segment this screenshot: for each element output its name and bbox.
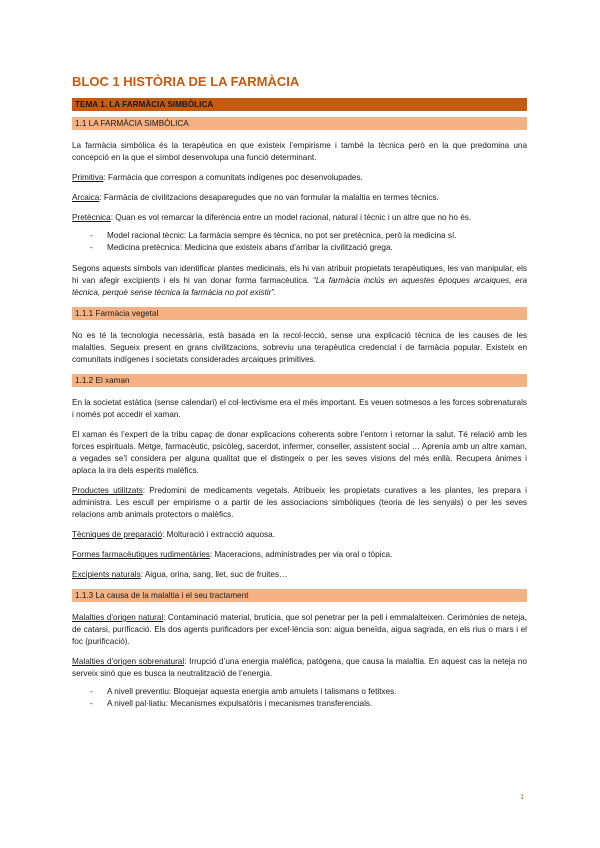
tema-heading: TEMA 1. LA FARMÀCIA SIMBÒLICA (72, 98, 527, 111)
section-heading-1-1-2: 1.1.2 El xaman (72, 374, 527, 387)
primitiva-text: : Farmàcia que correspon a comunitats indígenes poc desenvolupades. (103, 173, 363, 182)
medicine-types-list (72, 230, 527, 254)
symbols-paragraph (72, 263, 527, 299)
pretecnica-text: : Quan es vol remarcar la diferència entre un model racional, natural i tècnic i un altre que no ho és. (110, 213, 472, 222)
tecniques-text: : Molturació i extracció aquosa. (162, 530, 275, 539)
sobrenatural-text: : Irrupció d’una energia malèfica, patògena, que causa la malaltia. En aquest cas la neteja no serveix sinó que es busca la neutralització de l’energia. (72, 657, 527, 678)
productes-term: Productes utilitzats (72, 486, 143, 495)
formes-term: Formes farmacèutiques rudimentàries (72, 550, 210, 559)
section-heading-1-1-3: 1.1.3 La causa de la malaltia i el seu tractament (72, 589, 527, 602)
section-heading-1-1: 1.1 LA FARMÀCIA SIMBÒLICA (72, 117, 527, 130)
arcaica-paragraph (72, 192, 527, 204)
formes-text: : Maceracions, administrades per via oral o tòpica. (209, 550, 393, 559)
xaman-paragraph-2: El xaman és l’expert de la tribu capaç de donar explicacions coherents sobre l’entorn i retornar la salut. Té relació amb les forces espirituals. Metge, farmacèutic, psicòleg, sacerdot, infermer, conseller, assistent social … Aprenia amb un altre xaman, a vegades se’l considera per alguna qualitat que el distingeix o per les seves visions del més enllà. Recupera ànimes i aplaca la ira dels esperits malèfics. (72, 430, 527, 475)
excipients-term: Excipients naturals (72, 570, 141, 579)
document-page (72, 74, 527, 719)
natural-term: Malalties d’origen natural (72, 613, 164, 622)
symbols-text: Segons aquests símbols van identificar plantes medicinals, els hi van atribuir propietats terapèutiques, les van manipular, els hi van afegir excipients i els hi van donar forma farmacèutica. (72, 264, 527, 285)
list-item: - Medicina pretècnica: Medicina que existeix abans d’arribar la civilització grega. (90, 242, 527, 254)
arcaica-term: Arcaica (72, 193, 100, 202)
tecniques-paragraph (72, 529, 527, 541)
intro-paragraph: La farmàcia simbòlica és la terapèutica en que existeix l’empirisme i també la tècnica però en la que predomina una concepció en la que el símbol desenvolupa una funció determinant. (72, 141, 527, 162)
productes-text: : Predomini de medicaments vegetals. Atribueix les propietats curatives a les plantes, les prepara i administra. Les escull per empirisme o a partir de les associacions simbòliques (teoria de les senyals) o per les seves relacions amb animals protectors o malèfics. (72, 486, 527, 519)
pretecnica-term: Pretècnica (72, 213, 111, 222)
page-number: 1 (520, 794, 524, 801)
sobrenatural-term: Malalties d’origen sobrenatural (72, 657, 185, 666)
excipients-paragraph (72, 569, 527, 581)
sobrenatural-paragraph (72, 656, 527, 680)
primitiva-paragraph (72, 172, 527, 184)
list-item: - A nivell pal·liatiu: Mecanismes expulsatòris i mecanismes transferencials. (90, 698, 527, 710)
symbols-quote: “La farmàcia inclús en aquestes èpoques arcaiques, era tècnica, perquè sense tècnica la farmàcia no pot existir”. (72, 276, 528, 297)
vegetal-paragraph: No es té la tecnologia necessària, està basada en la recol·lecció, sense una explicació tècnica de les causes de les malalties. Segueix present en grans civilitzacions, sobreviu una terapèutica credencial i de farmàcia popular. Existeix en comunitats indígenes i societats considerades arcaiques primitives. (72, 331, 527, 364)
pretecnica-paragraph (72, 212, 527, 224)
productes-paragraph (72, 485, 527, 521)
treatment-levels-list (72, 686, 527, 710)
xaman-paragraph-1: En la societat estàtica (sense calendari) el col·lectivisme era el més important. Es veuen sotmesos a les forces sobrenaturals i només pot accedir el xaman. (72, 398, 527, 419)
section-heading-1-1-1: 1.1.1 Farmàcia vegetal (72, 307, 527, 320)
document-title: BLOC 1 HISTÒRIA DE LA FARMÀCIA (72, 74, 300, 89)
excipients-text: : Aigua, orina, sang, llet, suc de fruites… (140, 570, 288, 579)
natural-text: : Contaminació material, brutícia, que sol penetrar per la pell i emmalalteixen. Cerimònies de neteja, de catarsi, purificació. Els dos agents purificadors per excel·lència son: aigua beneïda, aigua sagrada, en els rius o mars i el foc (purificació). (72, 613, 528, 646)
primitiva-term: Primitiva (72, 173, 104, 182)
arcaica-text: : Farmàcia de civilitzacions desaparegudes que no van formular la malaltia en termes tècnics. (99, 193, 439, 202)
tecniques-term: Tècniques de preparació (72, 530, 163, 539)
list-item: - A nivell preventiu: Bloquejar aquesta energia amb amulets i talismans o fetitxes. (90, 686, 527, 698)
formes-paragraph (72, 549, 527, 561)
list-item: - Model racional tècnic: La farmàcia sempre és tècnica, no pot ser pretècnica, però la medicina sí. (90, 230, 527, 242)
natural-paragraph (72, 612, 527, 648)
